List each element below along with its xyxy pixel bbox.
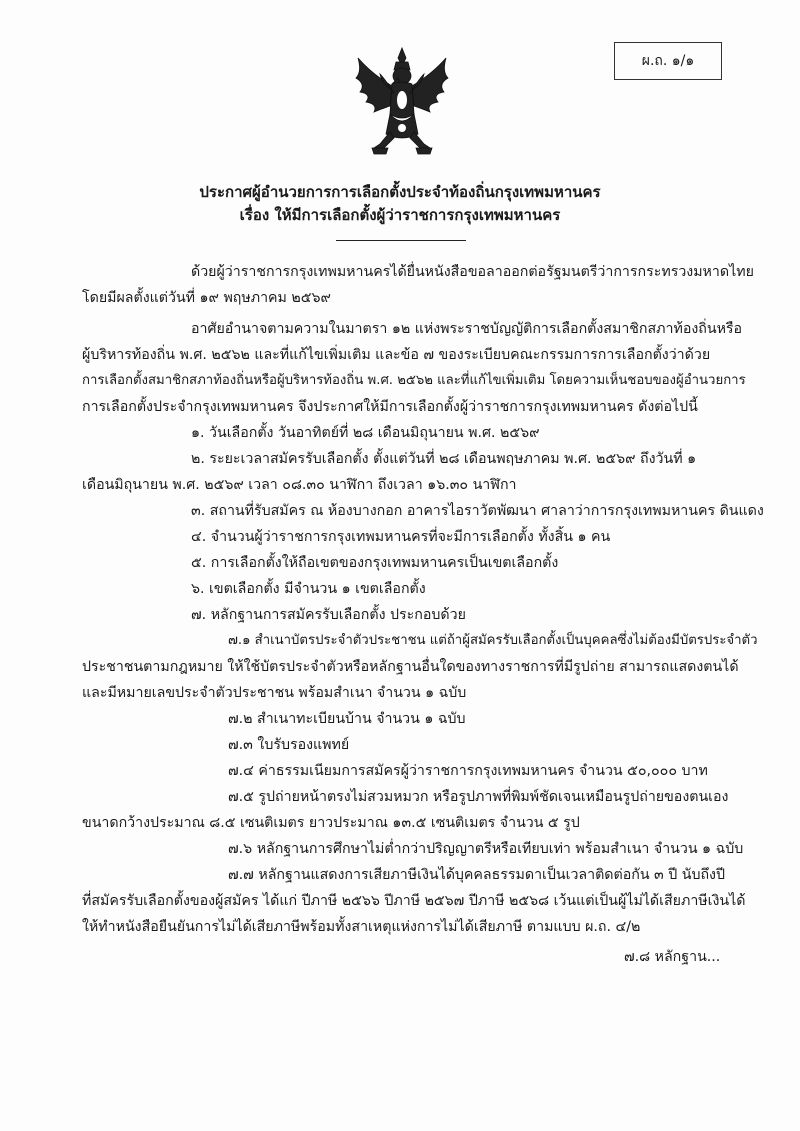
paragraph-2-line-1: อาศัยอำนาจตามความในมาตรา ๑๒ แห่งพระราชบัญญัติการเลือกตั้งสมาชิกสภาท้องถิ่นหรือ <box>191 321 743 337</box>
paragraph-2-line-3: การเลือกตั้งสมาชิกสภาท้องถิ่นหรือผู้บริหารท้องถิ่น พ.ศ. ๒๕๖๒ และที่แก้ไขเพิ่มเติม โดยความเห็นชอบของผู้อำนวยการ <box>82 373 746 388</box>
item-7: ๗. หลักฐานการสมัครรับเลือกตั้ง ประกอบด้วย <box>191 607 466 623</box>
subitem-7-1-line-1: ๗.๑ สำเนาบัตรประจำตัวประชาชน แต่ถ้าผู้สมัครรับเลือกตั้งเป็นบุคคลซึ่งไม่ต้องมีบัตรประจำตัว <box>228 633 758 648</box>
subitem-7-1-line-2: ประชาชนตามกฎหมาย ให้ใช้บัตรประจำตัวหรือหลักฐานอื่นใดของทางราชการที่มีรูปถ่าย สามารถแสดงตนได้ <box>82 659 739 675</box>
garuda-emblem-icon <box>352 44 452 164</box>
paragraph-1-line-2: โดยมีผลตั้งแต่วันที่ ๑๙ พฤษภาคม ๒๕๖๙ <box>82 290 331 306</box>
subitem-7-3: ๗.๓ ใบรับรองแพทย์ <box>228 737 350 753</box>
subitem-7-4: ๗.๔ ค่าธรรมเนียมการสมัครผู้ว่าราชการกรุงเทพมหานคร จำนวน ๕๐,๐๐๐ บาท <box>228 763 708 779</box>
paragraph-2-line-2: ผู้บริหารท้องถิ่น พ.ศ. ๒๕๖๒ และที่แก้ไขเพิ่มเติม และข้อ ๗ ของระเบียบคณะกรรมการการเลือกตั้งว่าด้วย <box>82 347 711 363</box>
item-2-line-1: ๒. ระยะเวลาสมัครรับเลือกตั้ง ตั้งแต่วันที่ ๒๘ เดือนพฤษภาคม พ.ศ. ๒๕๖๙ ถึงวันที่ ๑ <box>191 451 697 467</box>
item-3: ๓. สถานที่รับสมัคร ณ ห้องบางกอก อาคารไอราวัตพัฒนา ศาลาว่าการกรุงเทพมหานคร ดินแดง <box>191 503 764 519</box>
form-code-box <box>614 42 722 80</box>
notice-subject: เรื่อง ให้มีการเลือกตั้งผู้ว่าราชการกรุงเทพมหานคร <box>239 206 561 224</box>
item-5: ๕. การเลือกตั้งให้ถือเขตของกรุงเทพมหานครเป็นเขตเลือกตั้ง <box>191 555 559 571</box>
subitem-7-1-line-3: และมีหมายเลขประจำตัวประชาชน พร้อมสำเนา จำนวน ๑ ฉบับ <box>82 685 467 701</box>
subitem-7-7-line-2: ที่สมัครรับเลือกตั้งของผู้สมัคร ได้แก่ ปีภาษี ๒๕๖๖ ปีภาษี ๒๕๖๗ ปีภาษี ๒๕๖๘ เว้นแต่เป็นผู้ไม่ได้เสียภาษีเงินได้ <box>82 893 746 909</box>
subitem-7-5-line-2: ขนาดกว้างประมาณ ๘.๕ เซนติเมตร ยาวประมาณ ๑๓.๕ เซนติเมตร จำนวน ๕ รูป <box>82 815 580 831</box>
form-code-label: ผ.ถ. ๑/๑ <box>641 53 695 69</box>
title-divider <box>336 240 466 241</box>
subitem-7-2: ๗.๒ สำเนาทะเบียนบ้าน จำนวน ๑ ฉบับ <box>228 711 466 727</box>
item-2-line-2: เดือนมิถุนายน พ.ศ. ๒๕๖๙ เวลา ๐๘.๓๐ นาฬิกา ถึงเวลา ๑๖.๓๐ นาฬิกา <box>82 477 517 493</box>
paragraph-2-line-4: การเลือกตั้งประจำกรุงเทพมหานคร จึงประกาศให้มีการเลือกตั้งผู้ว่าราชการกรุงเทพมหานคร ดังต่อไปนี้ <box>82 399 698 415</box>
subitem-7-5-line-1: ๗.๕ รูปถ่ายหน้าตรงไม่สวมหมวก หรือรูปภาพที่พิมพ์ชัดเจนเหมือนรูปถ่ายของตนเอง <box>228 789 729 805</box>
item-6: ๖. เขตเลือกตั้ง มีจำนวน ๑ เขตเลือกตั้ง <box>191 581 426 597</box>
notice-title: ประกาศผู้อำนวยการการเลือกตั้งประจำท้องถิ่นกรุงเทพมหานคร <box>199 183 601 201</box>
subitem-7-7-line-3: ให้ทำหนังสือยืนยันการไม่ได้เสียภาษีพร้อมทั้งสาเหตุแห่งการไม่ได้เสียภาษี ตามแบบ ผ.ถ. ๔/๒ <box>82 919 641 935</box>
item-4: ๔. จำนวนผู้ว่าราชการกรุงเทพมหานครที่จะมีการเลือกตั้ง ทั้งสิ้น ๑ คน <box>191 529 611 545</box>
item-1: ๑. วันเลือกตั้ง วันอาทิตย์ที่ ๒๘ เดือนมิถุนายน พ.ศ. ๒๕๖๙ <box>191 425 540 441</box>
subitem-7-6: ๗.๖ หลักฐานการศึกษาไม่ต่ำกว่าปริญญาตรีหรือเทียบเท่า พร้อมสำเนา จำนวน ๑ ฉบับ <box>228 841 744 857</box>
continuation-text: ๗.๘ หลักฐาน... <box>624 949 721 965</box>
subitem-7-7-line-1: ๗.๗ หลักฐานแสดงการเสียภาษีเงินได้บุคคลธรรมดาเป็นเวลาติดต่อกัน ๓ ปี นับถึงปี <box>228 867 725 883</box>
paragraph-1-line-1: ด้วยผู้ว่าราชการกรุงเทพมหานครได้ยื่นหนังสือขอลาออกต่อรัฐมนตรีว่าการกระทรวงมหาดไทย <box>191 264 754 280</box>
